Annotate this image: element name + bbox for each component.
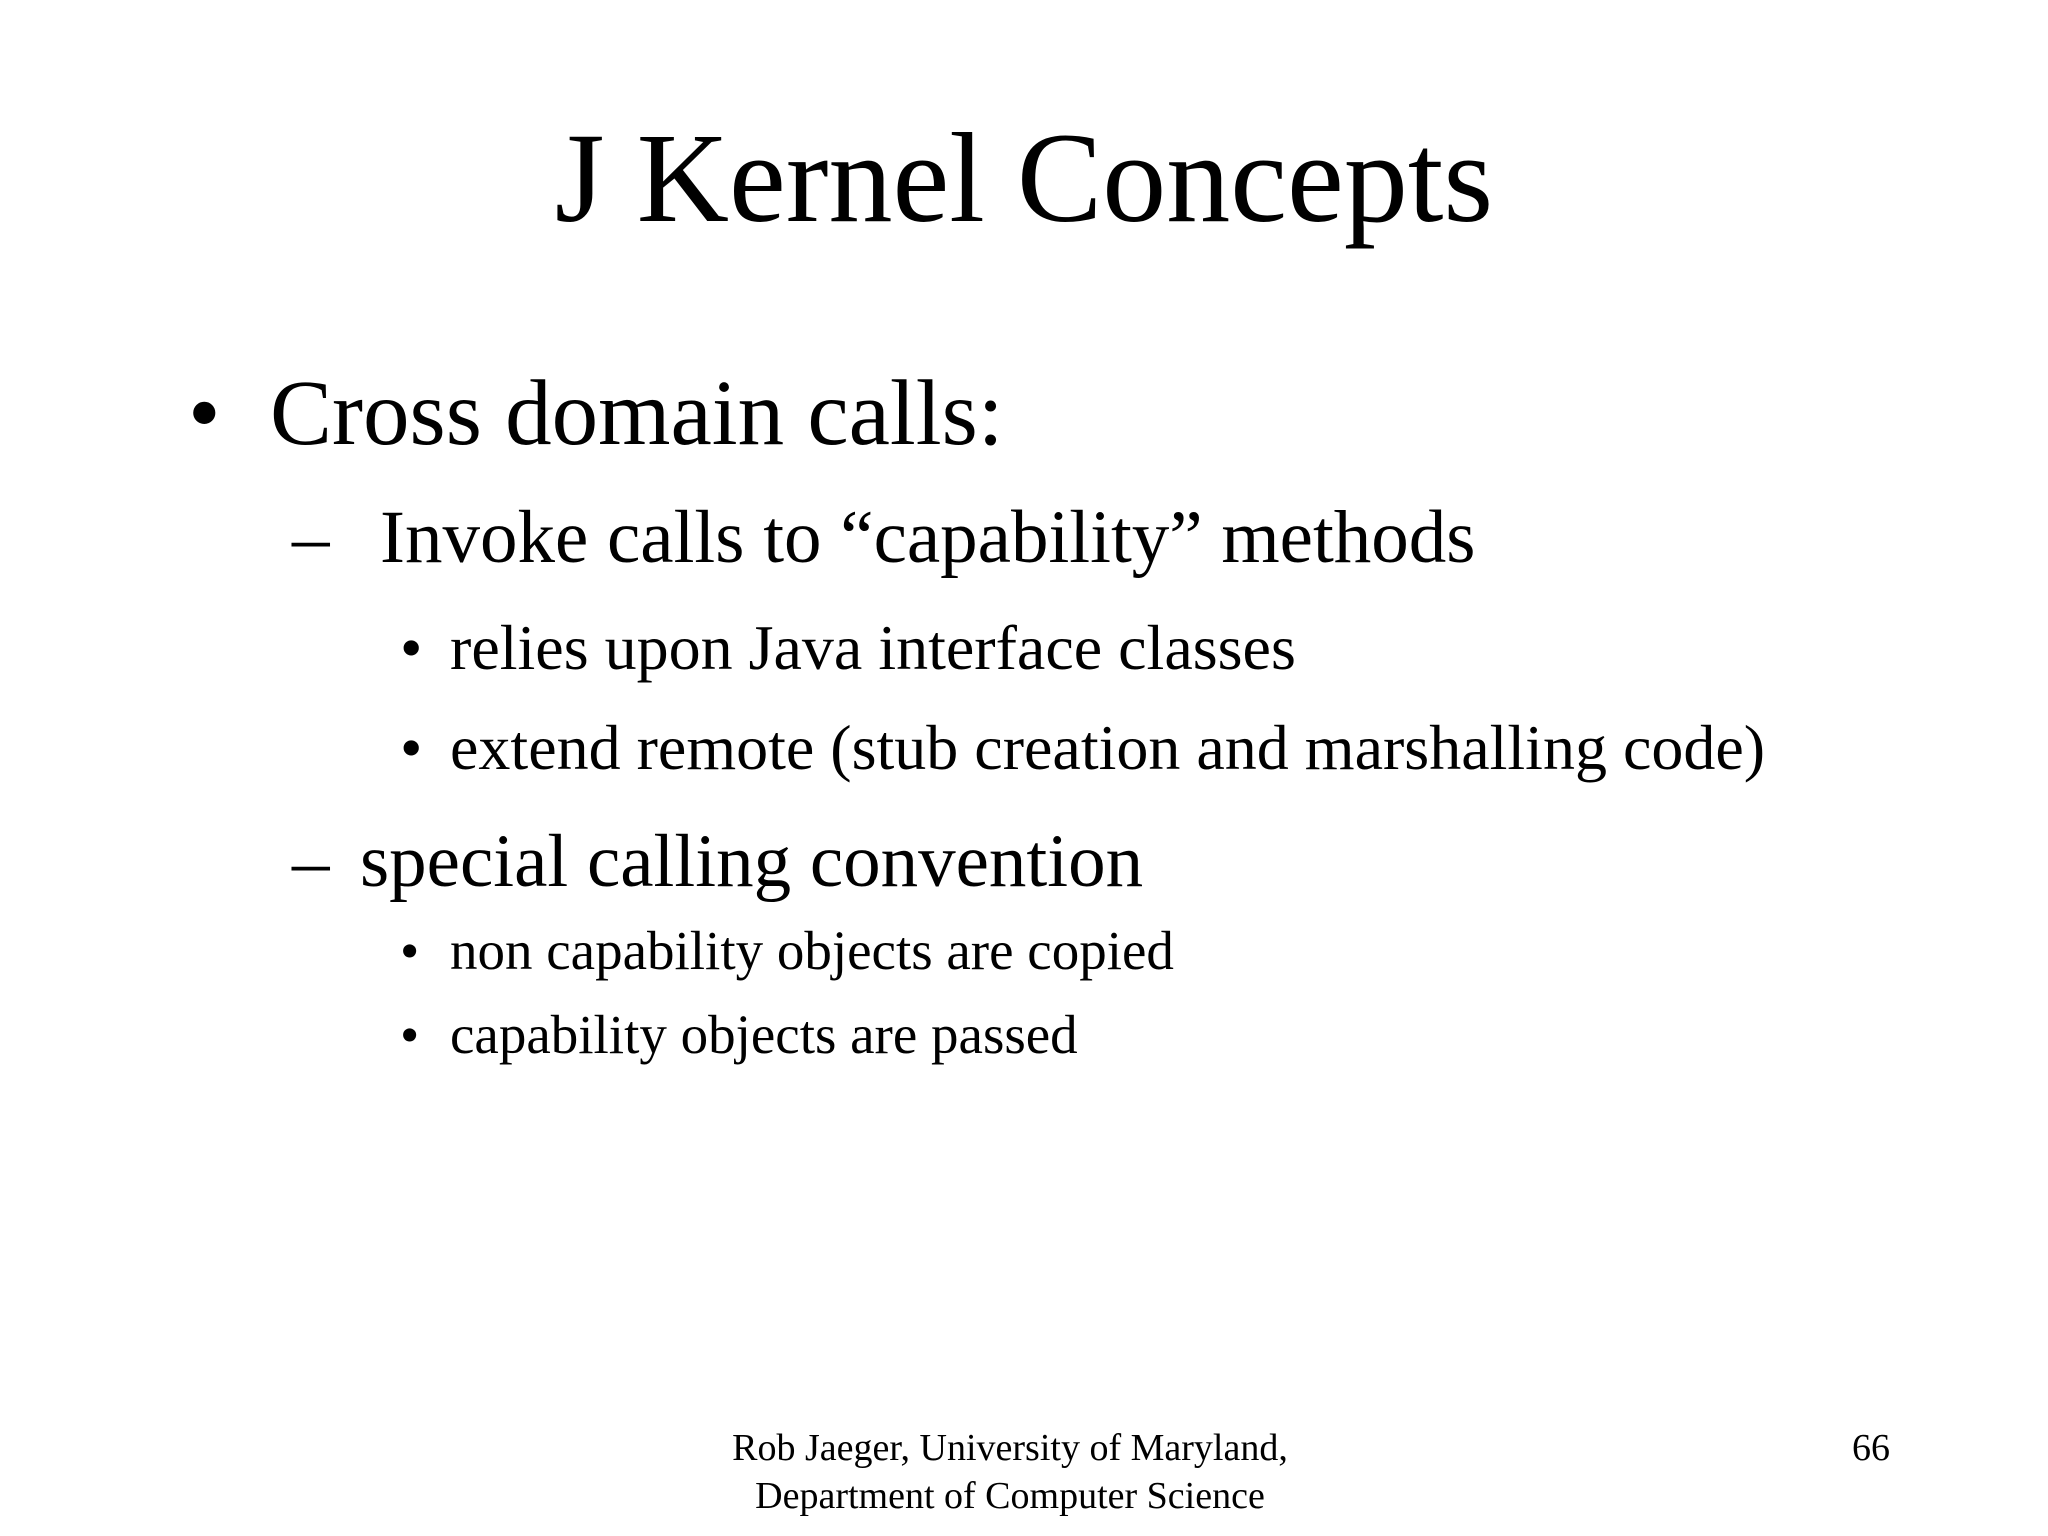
footer-department: Department of Computer Science	[755, 1475, 1265, 1517]
bullet-icon: •	[400, 612, 423, 683]
bullet-icon: •	[400, 712, 423, 783]
slide-footer	[560, 1424, 1460, 1520]
slide-title: J Kernel Concepts	[554, 107, 1494, 249]
dash-icon: –	[292, 820, 330, 903]
sub-item-text: Invoke calls to “capability” methods	[380, 496, 1476, 579]
sub-sub-item-text: non capability objects are copied	[450, 920, 1174, 981]
bullet-icon: •	[188, 362, 221, 465]
bullet-icon: •	[400, 1004, 420, 1065]
sub-sub-item-text: capability objects are passed	[450, 1004, 1078, 1065]
sub-item-text: special calling convention	[360, 820, 1144, 903]
bullet-icon: •	[400, 920, 420, 981]
sub-sub-item-text: extend remote (stub creation and marshalling code)	[450, 712, 1766, 783]
bullet-text: Cross domain calls:	[270, 362, 1004, 465]
footer-author: Rob Jaeger, University of Maryland,	[732, 1427, 1288, 1469]
sub-sub-item-text: relies upon Java interface classes	[450, 612, 1296, 683]
page-number: 66	[1852, 1427, 1890, 1469]
dash-icon: –	[292, 496, 330, 579]
